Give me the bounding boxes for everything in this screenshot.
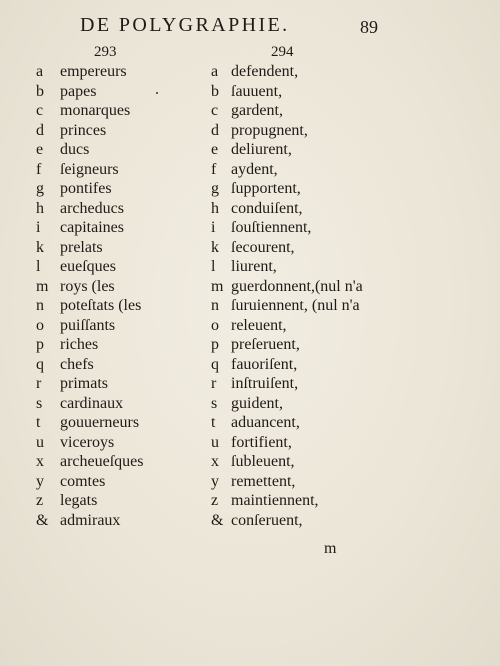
right-letter: r xyxy=(211,375,217,392)
right-letter: s xyxy=(211,394,218,412)
right-letter: c xyxy=(211,102,219,119)
right-word: ſauuent, xyxy=(231,82,283,100)
left-letter: x xyxy=(36,453,44,470)
left-column-number: 293 xyxy=(94,44,117,60)
table-row xyxy=(0,452,500,472)
left-letter: t xyxy=(36,414,41,431)
left-word: princes xyxy=(60,121,107,139)
right-letter: q xyxy=(211,355,219,373)
left-letter: c xyxy=(36,102,44,119)
right-letter: m xyxy=(211,277,224,295)
left-letter: n xyxy=(36,297,44,314)
left-word: prelats xyxy=(60,238,103,256)
left-word: cardinaux xyxy=(60,394,124,412)
page-number: 89 xyxy=(360,17,378,37)
left-letter: h xyxy=(36,199,44,217)
right-word: deliurent, xyxy=(231,141,292,158)
left-word: riches xyxy=(60,336,99,353)
right-word: ſupportent, xyxy=(231,180,301,197)
right-letter: b xyxy=(211,82,219,100)
table-row xyxy=(0,335,500,355)
table-row xyxy=(0,316,500,336)
left-word: archeueſques xyxy=(60,453,144,470)
table-row xyxy=(0,101,500,121)
running-head: DE POLYGRAPHIE. xyxy=(80,14,290,36)
right-letter: z xyxy=(211,492,219,509)
right-letter: i xyxy=(211,219,216,236)
right-word: defendent, xyxy=(231,63,299,80)
table-row xyxy=(0,160,500,180)
table-row xyxy=(0,121,500,141)
right-word: remettent, xyxy=(231,472,296,490)
right-word: fauoriſent, xyxy=(231,355,298,373)
right-word: inſtruiſent, xyxy=(231,375,299,392)
table-row xyxy=(0,491,500,511)
catchword: m xyxy=(324,540,337,557)
right-letter: t xyxy=(211,414,216,431)
table-row xyxy=(0,140,500,160)
right-letter: a xyxy=(211,63,219,80)
left-word: capitaines xyxy=(60,219,124,236)
left-word: gouuerneurs xyxy=(60,414,140,431)
right-word: ſuruiennent, (nul n'a xyxy=(231,297,360,314)
left-word: roys (les xyxy=(60,277,115,295)
right-word: conſeruent, xyxy=(231,511,303,529)
left-word: ducs xyxy=(60,141,90,158)
left-word: eueſques xyxy=(60,258,116,275)
left-letter: u xyxy=(36,433,44,451)
table-row xyxy=(0,257,500,277)
table-row xyxy=(0,413,500,433)
left-letter: e xyxy=(36,141,44,158)
left-word: viceroys xyxy=(60,433,115,451)
right-letter: p xyxy=(211,336,219,353)
right-word: aydent, xyxy=(231,160,278,178)
right-letter: o xyxy=(211,316,219,334)
right-word: fortifient, xyxy=(231,433,292,451)
table-row xyxy=(0,374,500,394)
table-row xyxy=(0,238,500,258)
left-letter: m xyxy=(36,277,49,295)
left-word: papes xyxy=(60,82,97,100)
table-row xyxy=(0,433,500,453)
right-letter: x xyxy=(211,453,219,470)
table-row xyxy=(0,218,500,238)
left-letter: y xyxy=(36,472,44,490)
left-word: monarques xyxy=(60,102,131,119)
right-word: aduancent, xyxy=(231,414,300,431)
left-letter: s xyxy=(36,394,43,412)
left-word: archeducs xyxy=(60,199,124,217)
right-word: ſecourent, xyxy=(231,238,295,256)
table-row xyxy=(0,199,500,219)
left-word: chefs xyxy=(60,355,94,373)
right-letter: d xyxy=(211,121,219,139)
left-word: comtes xyxy=(60,472,106,490)
table-row xyxy=(0,472,500,492)
left-letter: l xyxy=(36,258,41,275)
right-word: ſubleuent, xyxy=(231,453,295,470)
left-word: pontifes xyxy=(60,180,112,197)
table-row xyxy=(0,179,500,199)
right-word: ſouſtiennent, xyxy=(231,219,312,236)
left-word: empereurs xyxy=(60,63,127,80)
right-letter: u xyxy=(211,433,219,451)
left-letter: a xyxy=(36,63,44,80)
left-letter: i xyxy=(36,219,41,236)
left-letter: o xyxy=(36,316,44,334)
left-letter: f xyxy=(36,160,42,178)
right-word: preſeruent, xyxy=(231,336,300,353)
right-letter: e xyxy=(211,141,219,158)
table-row xyxy=(0,511,500,531)
left-letter: k xyxy=(36,238,44,256)
table-row xyxy=(0,394,500,414)
left-word: primats xyxy=(60,375,108,392)
right-word: maintiennent, xyxy=(231,492,319,509)
right-word: gardent, xyxy=(231,102,283,119)
left-word: puiſſants xyxy=(60,316,116,334)
left-letter: d xyxy=(36,121,44,139)
right-word: conduiſent, xyxy=(231,199,303,217)
right-word: guident, xyxy=(231,394,283,412)
right-letter: n xyxy=(211,297,219,314)
left-letter: z xyxy=(36,492,44,509)
right-word: liurent, xyxy=(231,258,277,275)
left-word: poteſtats (les xyxy=(60,297,142,314)
right-letter: g xyxy=(211,180,219,197)
table-row xyxy=(0,62,500,82)
left-letter: p xyxy=(36,336,44,353)
left-word: legats xyxy=(60,492,98,509)
right-word: propugnent, xyxy=(231,121,308,139)
left-letter: q xyxy=(36,355,44,373)
left-letter: r xyxy=(36,375,42,392)
left-letter: g xyxy=(36,180,44,197)
right-letter: f xyxy=(211,160,217,178)
right-letter: y xyxy=(211,472,219,490)
left-word: admiraux xyxy=(60,511,121,529)
left-letter: b xyxy=(36,82,44,100)
right-letter: & xyxy=(211,511,224,529)
table-row xyxy=(0,296,500,316)
right-letter: k xyxy=(211,238,219,256)
table-row xyxy=(0,355,500,375)
right-letter: h xyxy=(211,199,219,217)
right-letter: l xyxy=(211,258,216,275)
right-word: guerdonnent,(nul n'a xyxy=(231,277,363,295)
polygraphy-table xyxy=(0,62,500,530)
left-letter: & xyxy=(36,511,49,529)
right-column-number: 294 xyxy=(271,44,294,60)
table-row xyxy=(0,277,500,297)
table-row xyxy=(0,82,500,102)
right-word: releuent, xyxy=(231,316,287,334)
left-word: ſeigneurs xyxy=(60,160,119,178)
